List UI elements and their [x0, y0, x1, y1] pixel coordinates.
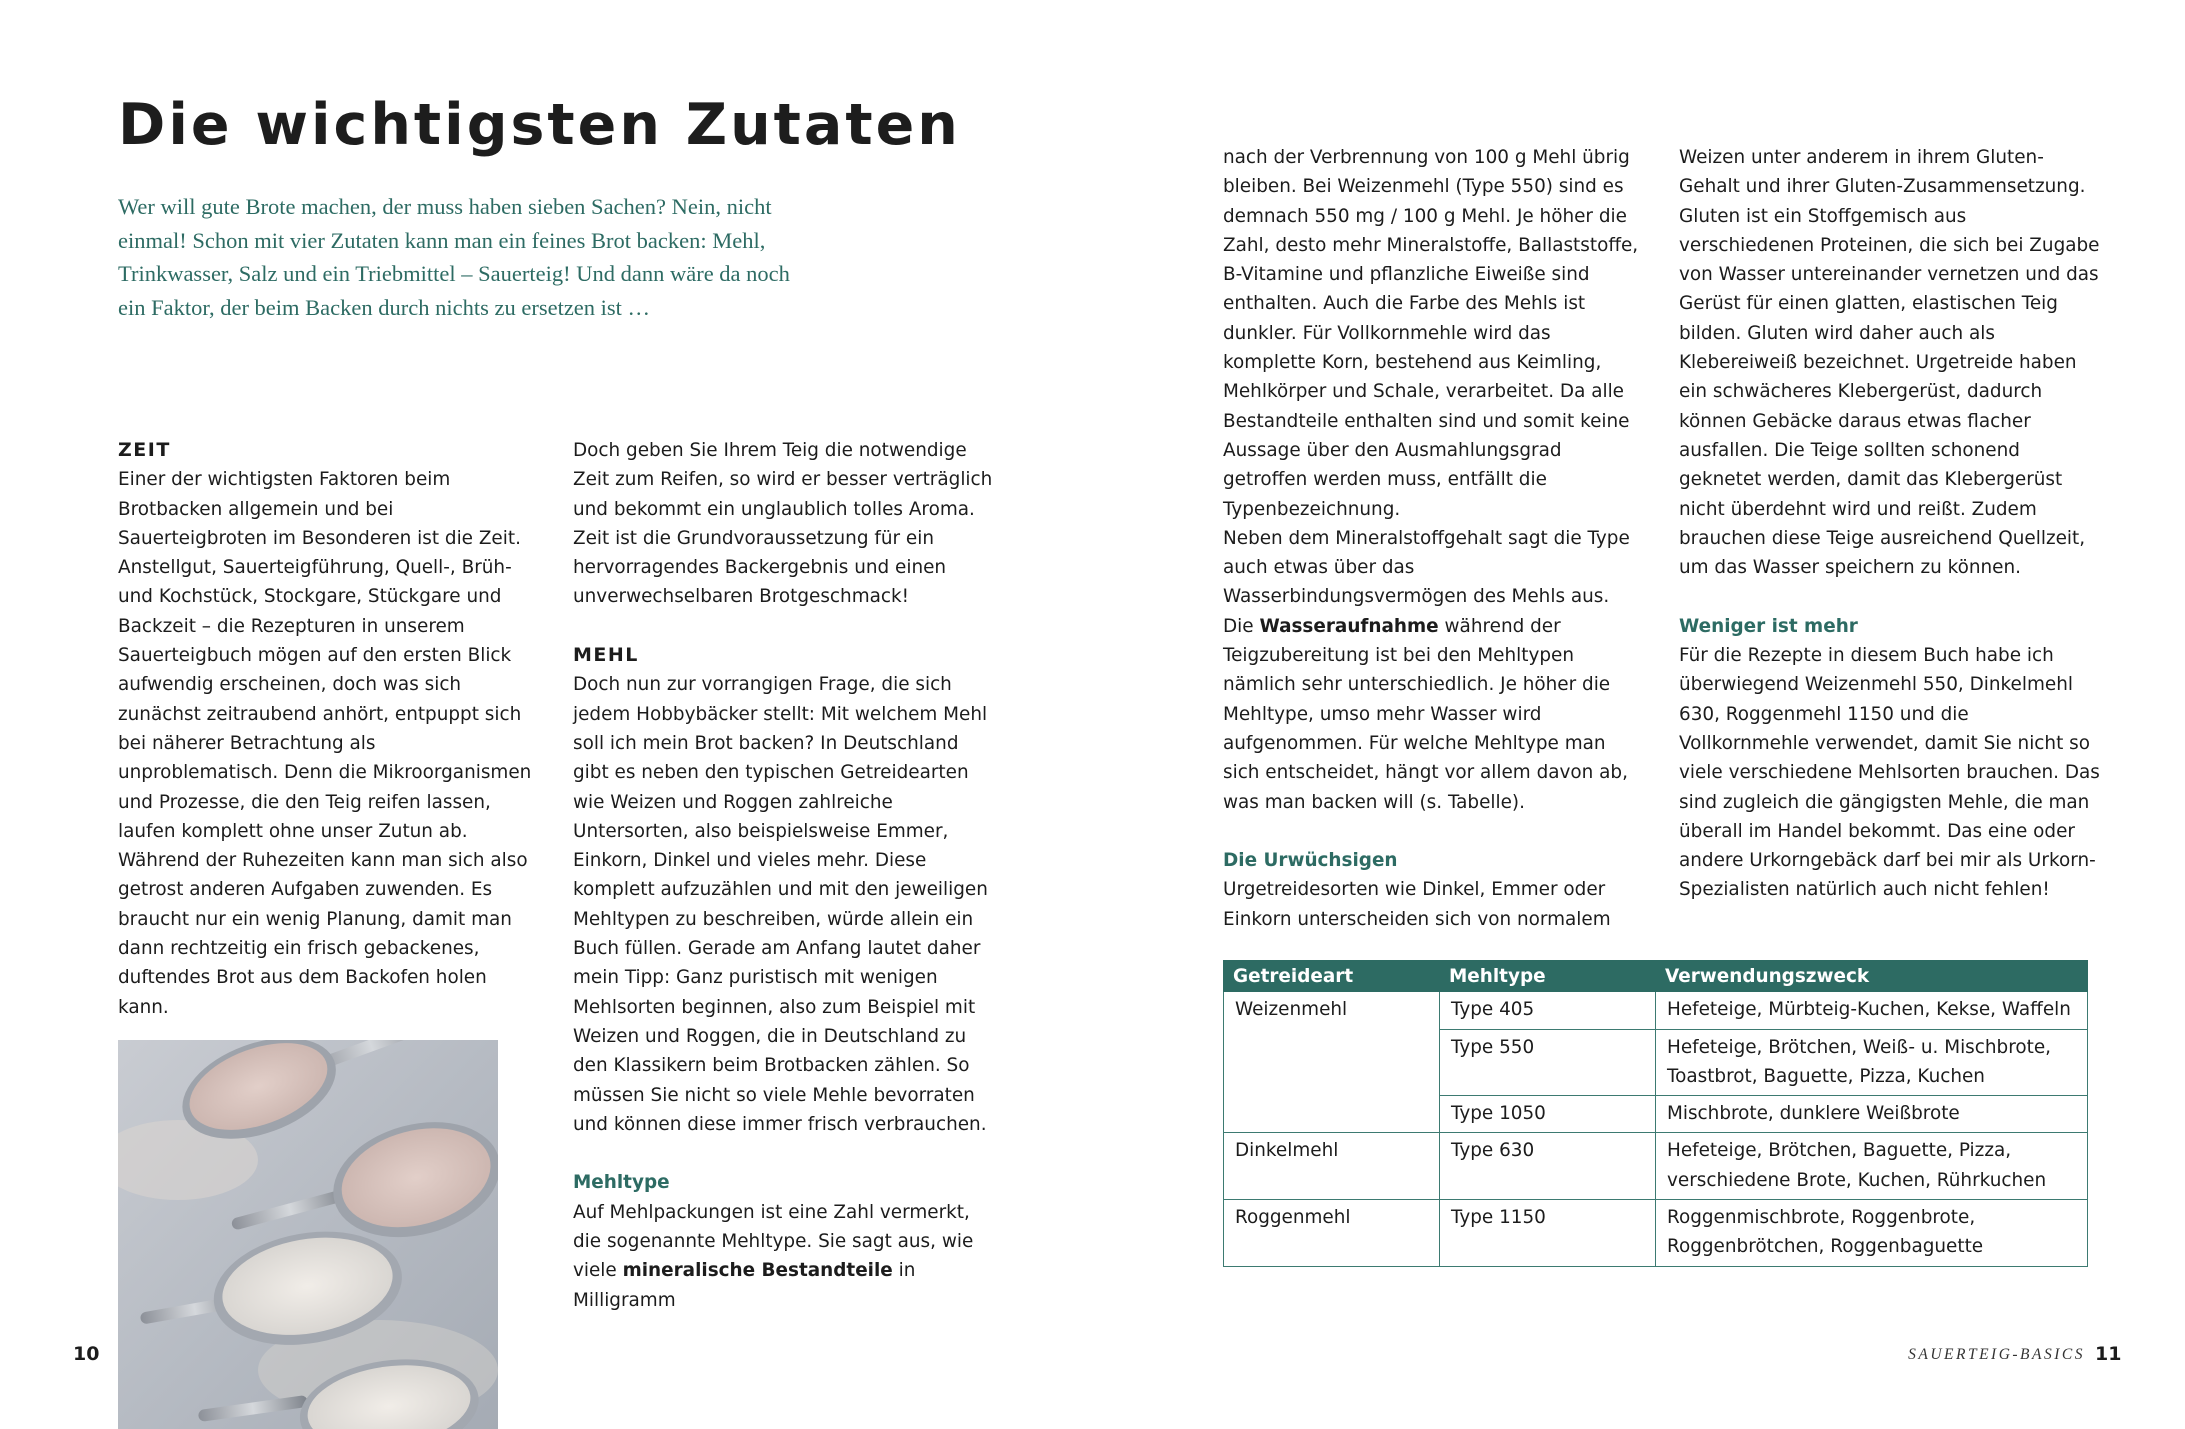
- table-header-row: [1224, 961, 2088, 992]
- mehltype-p3-end: während der Teigzubereitung ist bei den Mehltypen nämlich sehr unterschiedlich. Je höher die Mehltype, umso mehr Wasser wird aufgenommen. Für welche Mehltype man sich entscheidet, hängt vor allem davon ab, was man backen will (s. Tabelle).: [1223, 615, 1628, 813]
- column-4: [1679, 143, 2104, 905]
- use-cell: Mischbrote, dunklere Weißbrote: [1656, 1096, 2088, 1133]
- use-cell: Roggenmischbrote, Roggenbrote, Roggenbrötchen, Roggenbaguette: [1656, 1200, 2088, 1267]
- page-number-right: 11: [2095, 1343, 2122, 1365]
- mehltype-p1-start: Auf Mehlpackungen ist eine Zahl vermerkt, die sogenannte Mehltype. Sie sagt aus, wie viele: [573, 1201, 974, 1282]
- column-1: [118, 436, 538, 1022]
- type-cell: Type 550: [1440, 1029, 1656, 1096]
- flour-scoops-photo: [118, 1040, 498, 1429]
- mehl-paragraph-1: Doch nun zur vorrangigen Frage, die sich jedem Hobbybäcker stellt: Mit welchem Mehl soll ich mein Brot backen? In Deutschland gibt es neben den typischen Getreidearten wie Weizen und Roggen zahlreiche Untersorten, also beispielsweise Emmer, Einkorn, Dinkel und vieles mehr. Diese komplett aufzuzählen und mit den jeweiligen Mehltypen zu beschreiben, würde allein ein Buch füllen. Gerade am Anfang lautet daher mein Tipp: Ganz puristisch mit wenigen Mehlsorten beginnen, also zum Beispiel mit Weizen und Roggen, die in Deutschland zu den Klassikern beim Brotbacken zählen. So müssen Sie nicht so viele Mehle bevorraten und können diese immer frisch verbrauchen.: [573, 674, 988, 1135]
- column-3: [1223, 143, 1643, 934]
- mehltype-p3-bold: Wasseraufnahme: [1259, 615, 1439, 637]
- heading-mehl: MEHL: [573, 644, 639, 667]
- urwuechsig-paragraph-1: Urgetreidesorten wie Dinkel, Emmer oder Einkorn unterscheiden sich von normalem: [1223, 879, 1611, 930]
- column-2: [573, 436, 998, 1315]
- use-cell: Hefeteige, Brötchen, Weiß- u. Mischbrote, Toastbrot, Baguette, Pizza, Kuchen: [1656, 1029, 2088, 1096]
- grain-cell: Dinkelmehl: [1224, 1133, 1440, 1200]
- mehltype-paragraph-2: nach der Verbrennung von 100 g Mehl übrig bleiben. Bei Weizenmehl (Type 550) sind es demnach 550 mg / 100 g Mehl. Je höher die Zahl, desto mehr Mineralstoffe, Ballaststoffe, B-Vitamine und pflanzliche Eiweiße sind enthalten. Auch die Farbe des Mehls ist dunkler. Für Vollkornmehle wird das komplette Korn, bestehend aus Keimling, Mehlkörper und Schale, verarbeitet. Da alle Bestandteile enthalten sind und somit keine Aussage über den Ausmahlungsgrad getroffen werden muss, entfällt die Typenbezeichnung.: [1223, 147, 1639, 520]
- heading-mehltype: Mehltype: [573, 1172, 670, 1194]
- running-title: SAUERTEIG-BASICS: [1908, 1346, 2085, 1363]
- heading-weniger-ist-mehr: Weniger ist mehr: [1679, 615, 1858, 637]
- header-verwendungszweck: Verwendungszweck: [1656, 961, 2088, 992]
- intro-lead: Wer will gute Brote machen, der muss haben sieben Sachen? Nein, nicht einmal! Schon mit vier Zutaten kann man ein feines Brot backen: Mehl, Trinkwasser, Salz und ein Triebmittel – Sauerteig! Und dann wäre da noch ein Faktor, der beim Backen durch nichts zu ersetzen ist …: [118, 194, 790, 320]
- weniger-paragraph-1: Für die Rezepte in diesem Buch habe ich überwiegend Weizenmehl 550, Dinkelmehl 630, Roggenmehl 1150 und die Vollkornmehle verwendet, damit Sie nicht so viele verschiedene Mehlsorten brauchen. Das sind zugleich die gängigsten Mehle, die man überall im Handel bekommt. Das eine oder andere Urkorngebäck darf bei mir als Urkorn-Spezialisten natürlich auch nicht fehlen!: [1679, 645, 2100, 901]
- type-cell: Type 1150: [1440, 1200, 1656, 1267]
- type-cell: Type 405: [1440, 992, 1656, 1029]
- grain-cell: Weizenmehl: [1224, 992, 1440, 1133]
- zeit-paragraph-1: Einer der wichtigsten Faktoren beim Brotbacken allgemein und bei Sauerteigbroten im Besonderen ist die Zeit. Anstellgut, Sauerteigführung, Quell-, Brüh- und Kochstück, Stockgare, Stückgare und Backzeit – die Rezepturen in unserem Sauerteigbuch mögen auf den ersten Blick aufwendig erscheinen, doch was sich zunächst zeitraubend anhört, entpuppt sich bei näherer Betrachtung als unproblematisch. Denn die Mikroorganismen und Prozesse, die den Teig reifen lassen, laufen komplett ohne unser Zutun ab. Während der Ruhezeiten kann man sich also getrost anderen Aufgaben zuwenden. Es braucht nur ein wenig Planung, damit man dann rechtzeitig ein frisch gebackenes, duftendes Brot aus dem Backofen holen kann.: [118, 469, 532, 1018]
- mehltype-p3-start: Neben dem Mineralstoffgehalt sagt die Type auch etwas über das Wasserbindungsvermögen des Mehls aus. Die: [1223, 527, 1630, 637]
- heading-urwuechsigen: Die Urwüchsigen: [1223, 850, 1398, 872]
- grain-cell: Roggenmehl: [1224, 1200, 1440, 1267]
- mehltype-p1-end: in Milligramm: [573, 1260, 916, 1311]
- type-cell: Type 630: [1440, 1133, 1656, 1200]
- type-cell: Type 1050: [1440, 1096, 1656, 1133]
- use-cell: Hefeteige, Mürbteig-Kuchen, Kekse, Waffeln: [1656, 992, 2088, 1029]
- heading-zeit: ZEIT: [118, 439, 171, 461]
- mehltype-paragraph-3: [1223, 524, 1643, 817]
- mehltype-paragraph-1: [573, 1198, 998, 1315]
- flour-scoops-illustration: [118, 1040, 498, 1429]
- use-cell: Hefeteige, Brötchen, Baguette, Pizza, verschiedene Brote, Kuchen, Rührkuchen: [1656, 1133, 2088, 1200]
- page-title: Die wichtigsten Zutaten: [118, 92, 961, 158]
- header-mehltype: Mehltype: [1440, 961, 1656, 992]
- page-number-left: 10: [73, 1343, 100, 1365]
- mehltype-p1-bold: mineralische Bestandteile: [622, 1260, 893, 1282]
- urwuechsig-paragraph-2: Weizen unter anderem in ihrem Gluten-Gehalt und ihrer Gluten-Zusammensetzung. Gluten ist ein Stoffgemisch aus verschiedenen Proteinen, die sich bei Zugabe von Wasser untereinander vernetzen und das Gerüst für einen glatten, elastischen Teig bilden. Gluten wird daher auch als Klebereiweiß bezeichnet. Urgetreide haben ein schwächeres Klebergerüst, dadurch können Gebäcke daraus etwas flacher ausfallen. Die Teige sollten schonend geknetet werden, damit das Klebergerüst nicht überdehnt wird und reißt. Zudem brauchen diese Teige ausreichend Quellzeit, um das Wasser speichern zu können.: [1679, 147, 2100, 579]
- table-row: [1224, 992, 2088, 1029]
- table-row: [1224, 1200, 2088, 1267]
- zeit-paragraph-2: Doch geben Sie Ihrem Teig die notwendige Zeit zum Reifen, so wird er besser verträglich und bekommt ein unglaublich tolles Aroma. Zeit ist die Grundvoraussetzung für ein hervorragendes Backergebnis und einen unverwechselbaren Brotgeschmack!: [573, 440, 993, 608]
- table-row: [1224, 1133, 2088, 1200]
- header-getreideart: Getreideart: [1224, 961, 1440, 992]
- flour-type-table: [1223, 960, 2088, 1267]
